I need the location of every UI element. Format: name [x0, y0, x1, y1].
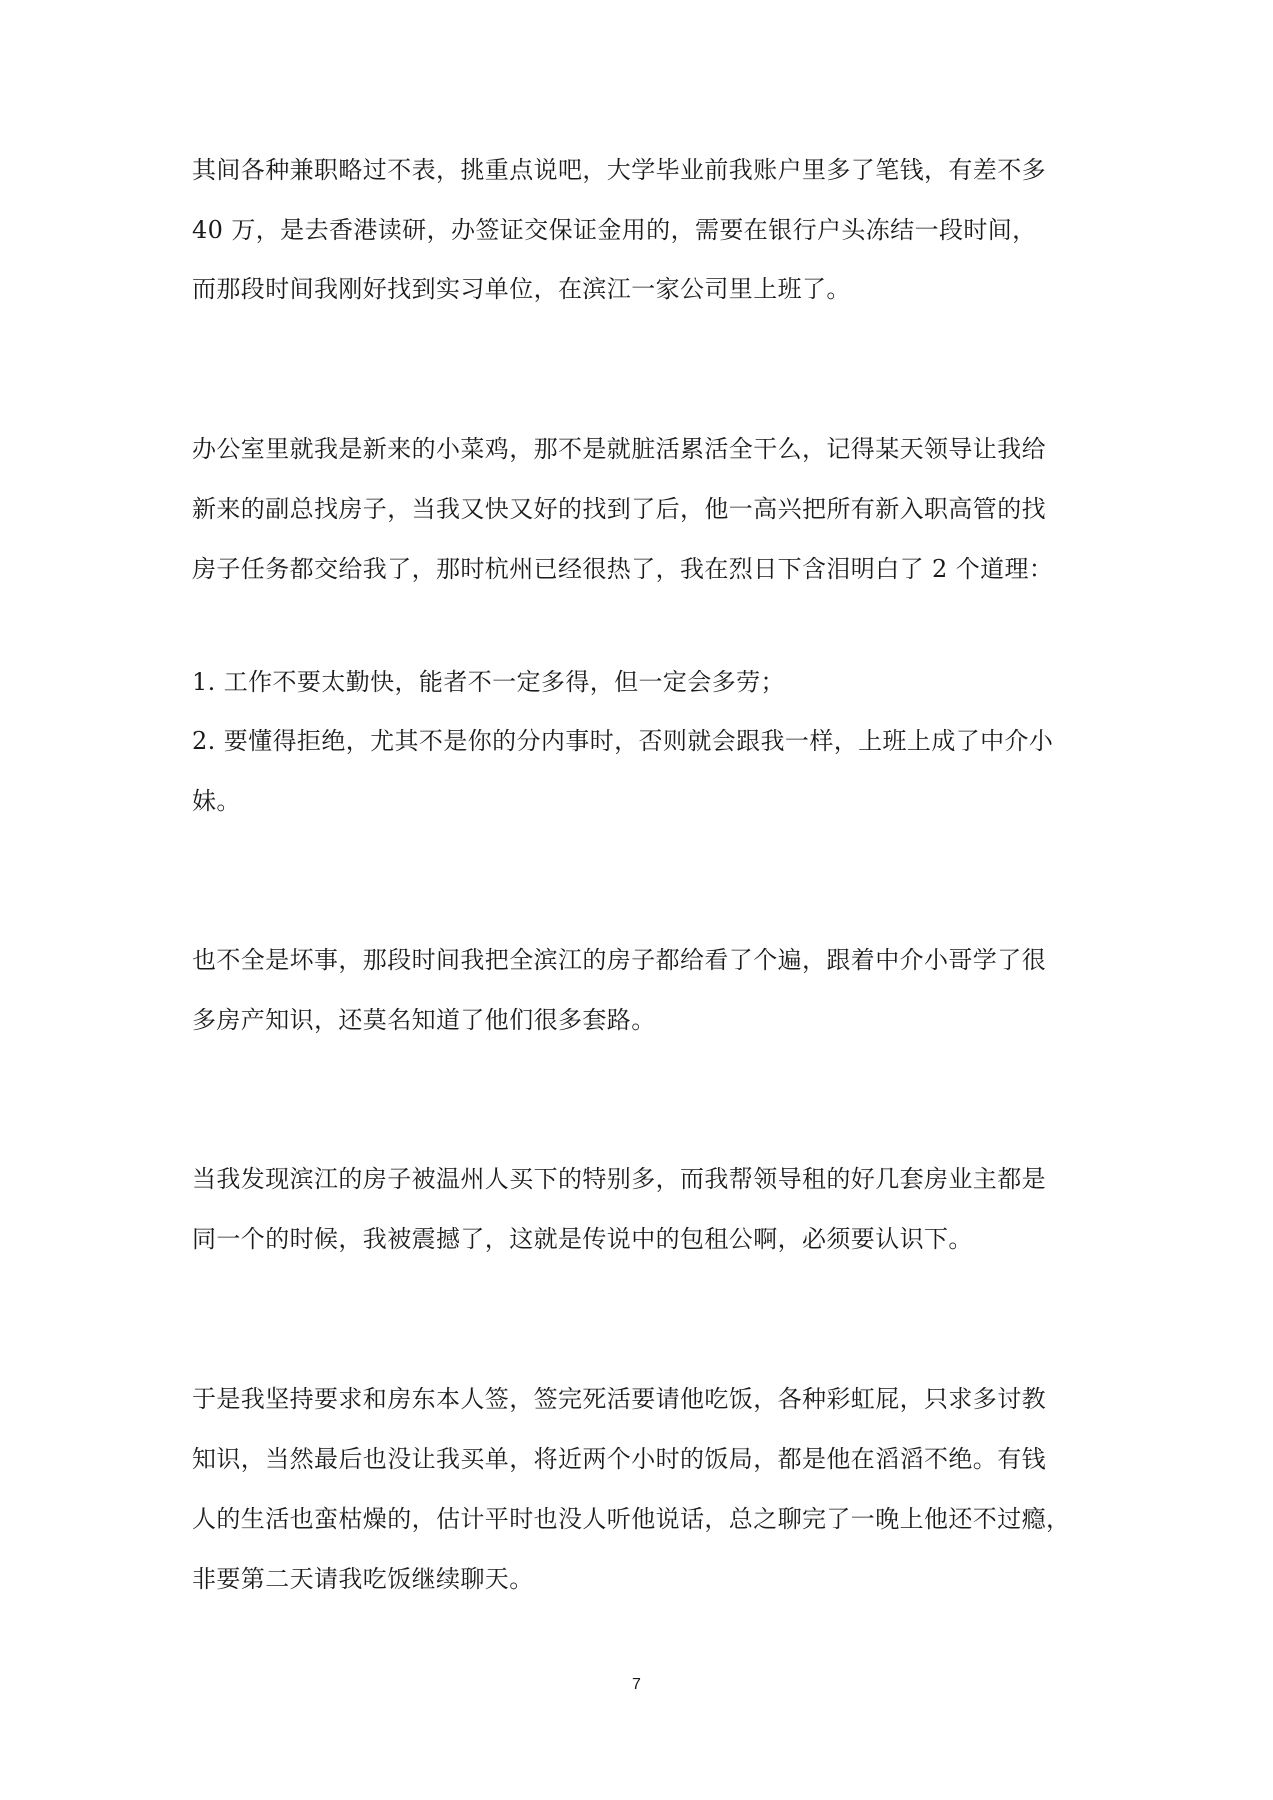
- paragraph-2-line-1: 办公室里就我是新来的小菜鸡，那不是就脏活累活全干么，记得某天领导让我给: [192, 435, 1046, 463]
- paragraph-1-line-2: 40 万，是去香港读研，办签证交保证金用的，需要在银行户头冻结一段时间，: [192, 216, 1037, 244]
- paragraph-4-line-1: 也不全是坏事，那段时间我把全滨江的房子都给看了个遍，跟着中介小哥学了很: [192, 946, 1046, 974]
- paragraph-1-line-3: 而那段时间我刚好找到实习单位，在滨江一家公司里上班了。: [192, 275, 851, 303]
- page-number: 7: [632, 1676, 641, 1693]
- list-item-1: 1. 工作不要太勤快，能者不一定多得，但一定会多劳；: [192, 668, 785, 696]
- paragraph-6-line-4: 非要第二天请我吃饭继续聊天。: [192, 1565, 534, 1593]
- paragraph-5-line-1: 当我发现滨江的房子被温州人买下的特别多，而我帮领导租的好几套房业主都是: [192, 1165, 1046, 1193]
- paragraph-4-line-2: 多房产知识，还莫名知道了他们很多套路。: [192, 1006, 656, 1034]
- paragraph-6-line-1: 于是我坚持要求和房东本人签，签完死活要请他吃饭，各种彩虹屁，只求多讨教: [192, 1385, 1046, 1413]
- list-item-2-line-1: 2. 要懂得拒绝，尤其不是你的分内事时，否则就会跟我一样，上班上成了中介小: [192, 727, 1054, 755]
- paragraph-1-line-1: 其间各种兼职略过不表，挑重点说吧，大学毕业前我账户里多了笔钱，有差不多: [192, 156, 1046, 184]
- paragraph-6-line-2: 知识，当然最后也没让我买单，将近两个小时的饭局，都是他在滔滔不绝。有钱: [192, 1445, 1046, 1473]
- paragraph-5-line-2: 同一个的时候，我被震撼了，这就是传说中的包租公啊，必须要认识下。: [192, 1225, 973, 1253]
- paragraph-6-line-3: 人的生活也蛮枯燥的，估计平时也没人听他说话，总之聊完了一晚上他还不过瘾，: [192, 1505, 1071, 1533]
- list-item-2-line-2: 妹。: [192, 787, 241, 815]
- paragraph-2-line-3: 房子任务都交给我了，那时杭州已经很热了，我在烈日下含泪明白了 2 个道理：: [192, 555, 1054, 583]
- paragraph-2-line-2: 新来的副总找房子，当我又快又好的找到了后，他一高兴把所有新入职高管的找: [192, 495, 1046, 523]
